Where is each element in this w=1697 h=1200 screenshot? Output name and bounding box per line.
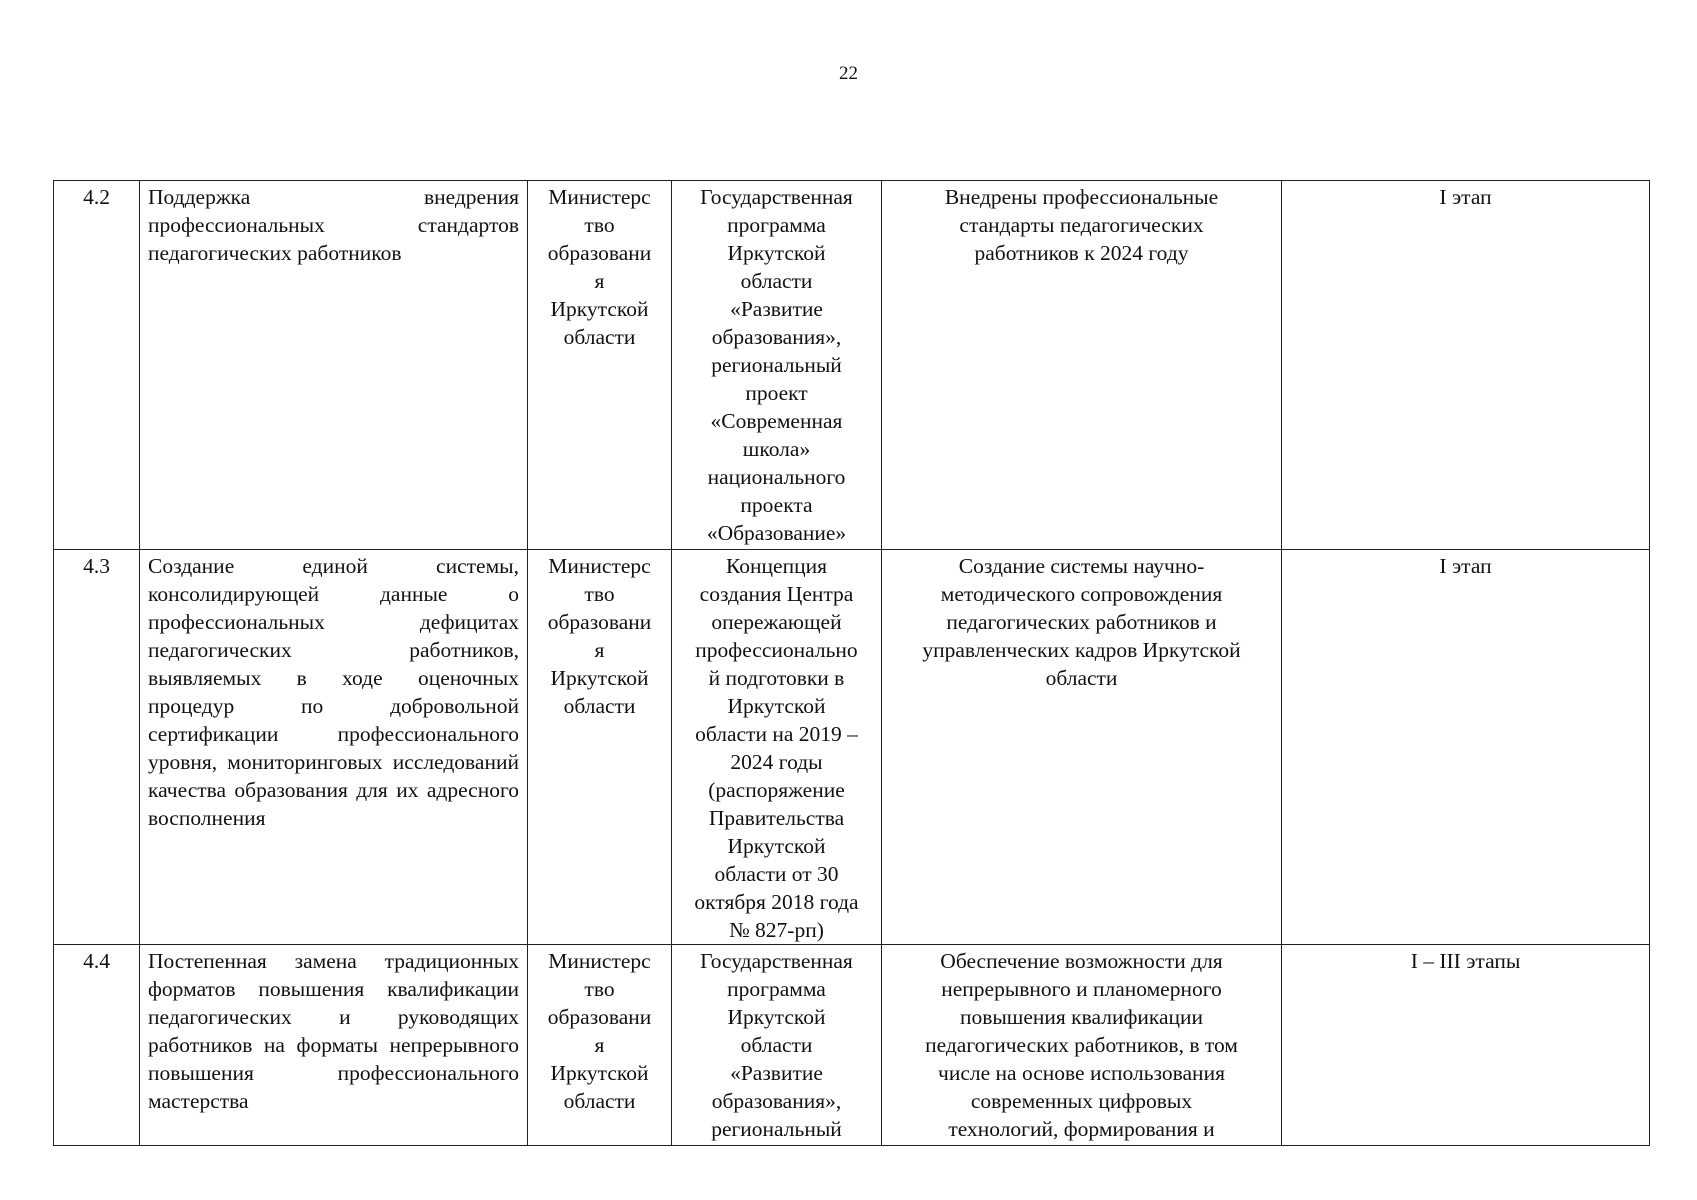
- cell-text-line: непрерывного и планомерного: [941, 977, 1222, 1001]
- cell-text-line: программа: [727, 977, 826, 1001]
- cell-text-line: области: [563, 694, 636, 718]
- cell-text-line: тво: [584, 213, 615, 237]
- cell-text-line: опережающей: [711, 610, 842, 634]
- cell-text-line: Концепция: [726, 554, 827, 578]
- measure-description-cell: Постепенная замена традиционных форматов повышения квалификации педагогических и руководящих работников на форматы непрерывного повышения профессионального мастерства: [140, 945, 528, 1146]
- row-number-cell: 4.2: [54, 181, 140, 550]
- cell-text-line: Иркутской: [727, 1005, 826, 1029]
- cell-text-line: образования»,: [711, 325, 842, 349]
- cell-text-line: (распоряжение: [708, 778, 845, 802]
- cell-text-line: Иркутской: [727, 834, 826, 858]
- cell-text-line: октября 2018 года: [694, 890, 859, 914]
- cell-text-line: «Образование»: [706, 521, 847, 545]
- cell-text-line: стандарты педагогических: [959, 213, 1204, 237]
- basis-document-cell: [672, 945, 882, 1146]
- table-row: [54, 550, 1650, 945]
- cell-text-line: области: [740, 269, 813, 293]
- cell-text-line: педагогических работников, в том: [925, 1033, 1238, 1057]
- basis-document-cell: [672, 550, 882, 945]
- expected-result-cell: [882, 945, 1282, 1146]
- cell-text-line: области: [563, 1089, 636, 1113]
- cell-text-line: работников к 2024 году: [974, 241, 1189, 265]
- cell-text-line: числе на основе использования: [938, 1061, 1225, 1085]
- cell-text-line: я: [594, 269, 605, 293]
- cell-text-line: Государственная: [700, 949, 853, 973]
- cell-text-line: Правительства: [708, 806, 845, 830]
- cell-text-line: Внедрены профессиональные: [944, 185, 1219, 209]
- cell-text-line: национального: [707, 465, 846, 489]
- table-row: [54, 181, 1650, 550]
- measures-table: [53, 180, 1650, 1146]
- cell-text-line: «Развитие: [730, 1061, 823, 1085]
- cell-text-line: № 827-рп): [729, 918, 824, 942]
- responsible-cell: [528, 945, 672, 1146]
- cell-text-line: образовани: [547, 241, 652, 265]
- cell-text-line: региональный: [711, 353, 842, 377]
- cell-text-line: региональный: [711, 1117, 842, 1141]
- cell-text-line: образовани: [547, 610, 652, 634]
- cell-text-line: методического сопровождения: [940, 582, 1223, 606]
- measure-description-cell: Поддержка внедрения профессиональных стандартов педагогических работников: [140, 181, 528, 550]
- cell-text-line: области: [1045, 666, 1118, 690]
- cell-text-line: области на 2019 –: [695, 722, 858, 746]
- cell-text-line: Иркутской: [550, 1061, 649, 1085]
- cell-text-line: я: [594, 1033, 605, 1057]
- row-number-cell: 4.3: [54, 550, 140, 945]
- cell-text-line: технологий, формирования и: [948, 1117, 1215, 1141]
- row-number-cell: 4.4: [54, 945, 140, 1146]
- cell-text-line: Государственная: [700, 185, 853, 209]
- responsible-cell: [528, 550, 672, 945]
- stage-cell: I этап: [1282, 550, 1650, 945]
- cell-text-line: й подготовки в: [708, 666, 845, 690]
- stage-cell: I – III этапы: [1282, 945, 1650, 1146]
- cell-text-line: Иркутской: [727, 241, 826, 265]
- cell-text-line: проект: [745, 381, 808, 405]
- cell-text-line: Иркутской: [550, 666, 649, 690]
- cell-text-line: управленческих кадров Иркутской: [922, 638, 1241, 662]
- cell-text-line: области: [563, 325, 636, 349]
- basis-document-cell: [672, 181, 882, 550]
- cell-text-line: педагогических работников и: [946, 610, 1217, 634]
- cell-text-line: Создание системы научно-: [958, 554, 1205, 578]
- cell-text-line: программа: [727, 213, 826, 237]
- cell-text-line: Обеспечение возможности для: [940, 949, 1223, 973]
- cell-text-line: области от 30: [714, 862, 839, 886]
- cell-text-line: образования»,: [711, 1089, 842, 1113]
- cell-text-line: Министерс: [548, 949, 651, 973]
- cell-text-line: профессионально: [695, 638, 858, 662]
- cell-text-line: тво: [584, 977, 615, 1001]
- cell-text-line: я: [594, 638, 605, 662]
- cell-text-line: Иркутской: [727, 694, 826, 718]
- cell-text-line: области: [740, 1033, 813, 1057]
- cell-text-line: Министерс: [548, 554, 651, 578]
- cell-text-line: современных цифровых: [970, 1089, 1193, 1113]
- cell-text-line: «Современная: [710, 409, 843, 433]
- page-number: 22: [839, 63, 858, 84]
- cell-text-line: школа»: [742, 437, 811, 461]
- cell-text-line: проекта: [740, 493, 813, 517]
- cell-text-line: тво: [584, 582, 615, 606]
- cell-text-line: «Развитие: [730, 297, 823, 321]
- measure-description-cell: Создание единой системы, консолидирующей данные о профессиональных дефицитах педагогических работников, выявляемых в ходе оценочных процедур по добровольной сертификации профессионального уровня, мониторинговых исследований качества образования для их адресного восполнения: [140, 550, 528, 945]
- cell-text-line: Иркутской: [550, 297, 649, 321]
- cell-text-line: 2024 годы: [730, 750, 823, 774]
- cell-text-line: повышения квалификации: [959, 1005, 1204, 1029]
- table-row: [54, 945, 1650, 1146]
- expected-result-cell: [882, 550, 1282, 945]
- cell-text-line: образовани: [547, 1005, 652, 1029]
- responsible-cell: [528, 181, 672, 550]
- expected-result-cell: [882, 181, 1282, 550]
- cell-text-line: создания Центра: [699, 582, 854, 606]
- cell-text-line: Министерс: [548, 185, 651, 209]
- stage-cell: I этап: [1282, 181, 1650, 550]
